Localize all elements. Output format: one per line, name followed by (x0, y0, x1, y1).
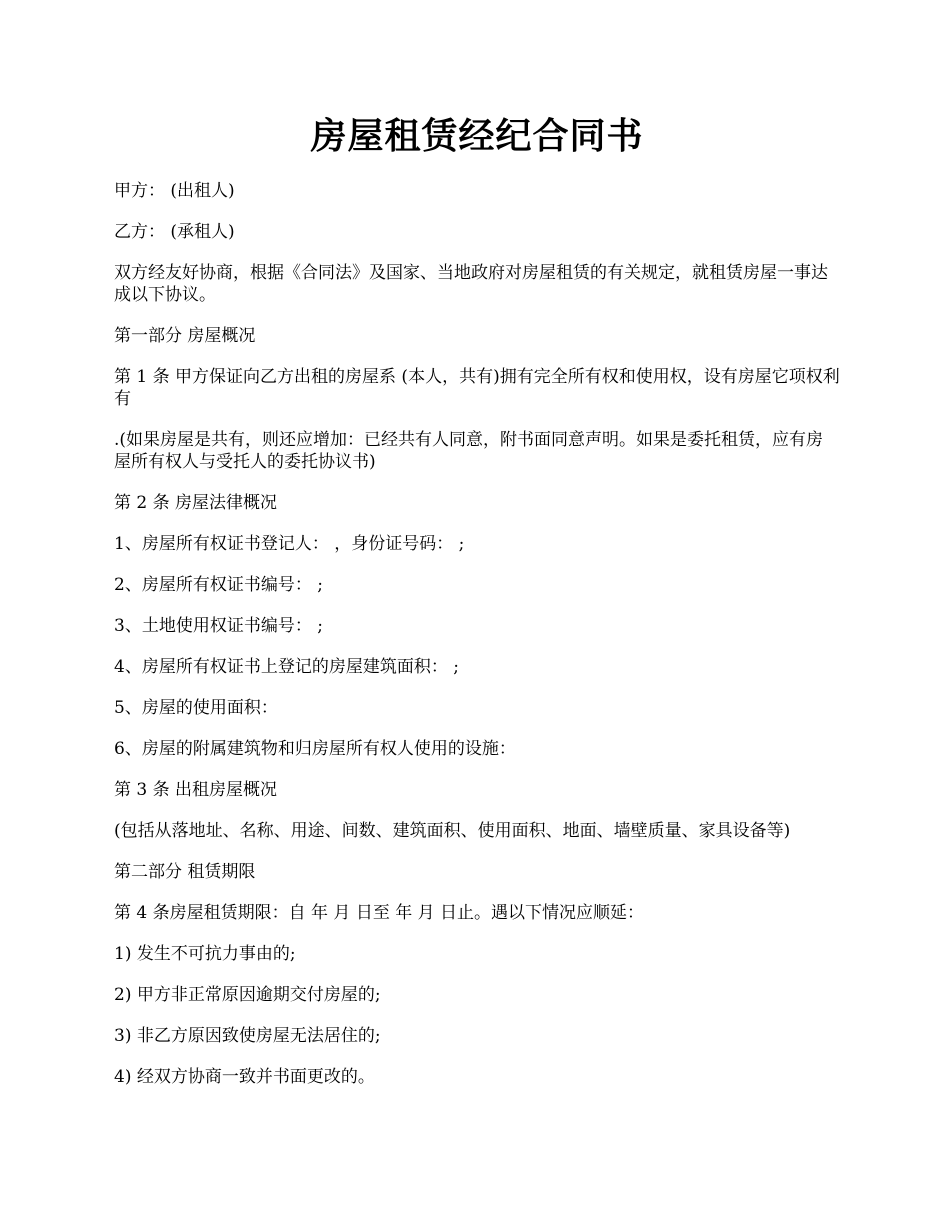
document-title: 房屋租赁经纪合同书 (310, 115, 644, 157)
article-1-note-paragraph: .(如果房屋是共有，则还应增加：已经共有人同意，附书面同意声明。如果是委托租赁，应有房屋所有权人与受托人的委托协议书) (114, 430, 824, 472)
party-a-line: 甲方： (出租人) (114, 181, 235, 201)
list-item: 5、房屋的使用面积： (114, 698, 278, 718)
article-1-paragraph: 第 1 条 甲方保证向乙方出租的房屋系 (本人，共有)拥有完全所有权和使用权，设有房屋它项权利有 (114, 367, 840, 409)
list-item: 6、房屋的附属建筑物和归房屋所有权人使用的设施： (114, 739, 516, 759)
list-item: 3) 非乙方原因致使房屋无法居住的; (114, 1026, 381, 1046)
party-b-line: 乙方： (承租人) (114, 222, 235, 242)
section-heading-part-1: 第一部分 房屋概况 (114, 326, 256, 346)
list-item: 2、房屋所有权证书编号： ; (114, 575, 323, 595)
article-3-description: (包括从落地址、名称、用途、间数、建筑面积、使用面积、地面、墙壁质量、家具设备等) (114, 821, 791, 841)
article-2-heading: 第 2 条 房屋法律概况 (114, 493, 278, 513)
article-4-paragraph: 第 4 条房屋租赁期限：自 年 月 日至 年 月 日止。遇以下情况应顺延： (114, 903, 645, 923)
section-heading-part-2: 第二部分 租赁期限 (114, 862, 256, 882)
article-3-heading: 第 3 条 出租房屋概况 (114, 780, 278, 800)
list-item: 3、土地使用权证书编号： ; (114, 616, 323, 636)
preamble-paragraph: 双方经友好协商，根据《合同法》及国家、当地政府对房屋租赁的有关规定，就租赁房屋一事达成以下协议。 (114, 263, 828, 305)
list-item: 4、房屋所有权证书上登记的房屋建筑面积： ; (114, 657, 459, 677)
list-item: 4) 经双方协商一致并书面更改的。 (114, 1067, 375, 1087)
list-item: 1、房屋所有权证书登记人： ，身份证号码： ; (114, 534, 465, 554)
list-item: 1) 发生不可抗力事由的; (114, 944, 296, 964)
list-item: 2) 甲方非正常原因逾期交付房屋的; (114, 985, 381, 1005)
